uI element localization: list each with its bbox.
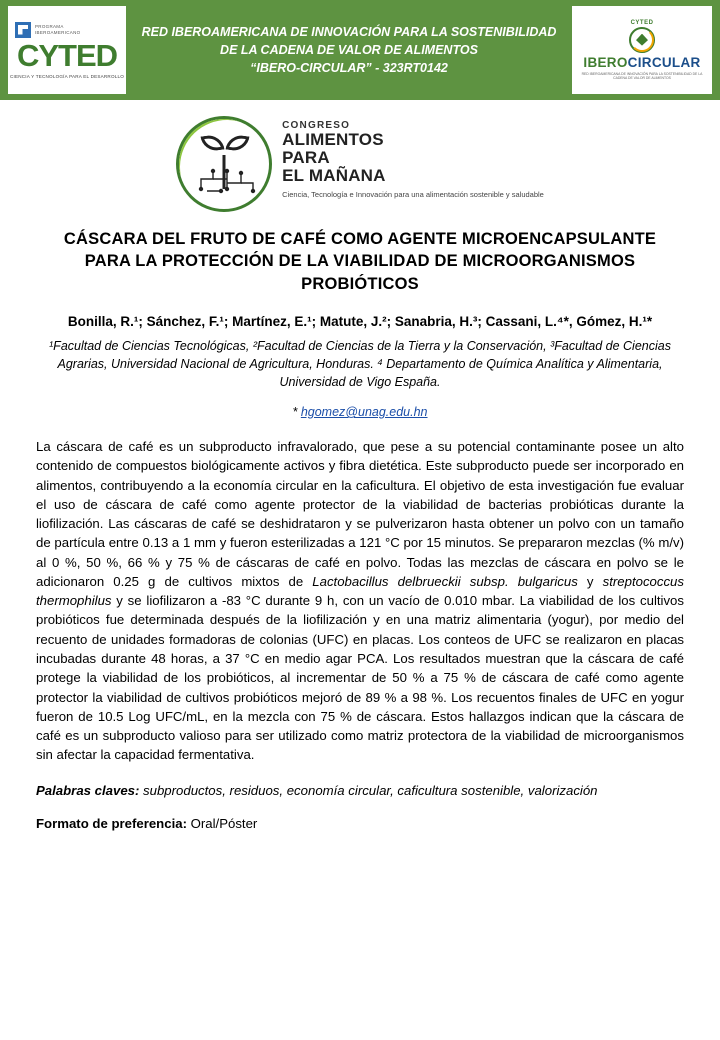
keywords: [36, 781, 684, 800]
cyted-program-line2: IBEROAMERICANO: [35, 29, 81, 35]
congress-subtitle: Ciencia, Tecnología e Innovación para una alimentación sostenible y saludable: [282, 189, 544, 199]
congress-line-2b: PARA: [282, 147, 330, 167]
iberocircular-cyted-label: CYTED: [630, 19, 654, 26]
banner-line-3: “IBERO-CIRCULAR” - 323RT0142: [250, 61, 448, 76]
affiliations: ¹Facultad de Ciencias Tecnológicas, ²Facultad de Ciencias de la Tierra y la Conservación, ³Facultad de Ciencias Agrarias, Universidad Nacional de Agricultura, Honduras. ⁴ Departamento de Química Analítica y Alimentaria, Universidad de Vigo España.: [49, 338, 671, 389]
cyted-program-line1: PROGRAMA: [35, 23, 64, 29]
congress-line-2c: EL MAÑANA: [282, 165, 386, 185]
iberocircular-wordmark: [583, 55, 700, 70]
corresponding-email: [0, 405, 720, 419]
congress-line-1: CONGRESO: [282, 120, 351, 131]
iberocircular-emblem-icon: [629, 27, 655, 53]
keywords-separator: :: [134, 782, 144, 798]
abstract-species-1: Lactobacillus delbrueckii subsp. bulgaricus: [312, 573, 578, 589]
abstract-part-1: La cáscara de café es un subproducto infravalorado, que pese a su potencial contaminante posee un alto contenido de compuestos biológicamente activos y fibra dietética. Este subproducto puede ser incorporado en alimentos, contribuyendo a la economía circular en la caficultura. El objetivo de esta investigación fue evaluar el uso de cáscara de café como agente protector de la viabilidad de bacterias probióticas durante la liofilización. Las cáscaras de café se deshidrataron y se pulverizaron hasta obtener un polvo con un tamaño de partícula entre 0.13 a 1 mm y fueron esterilizadas a 121 °C por 15 minutos. Se prepararon mezclas (% m/v) al 0 %, 50 %, 66 % y 75 % de cáscaras de café en polvo. Todas las mezclas de cáscara en polvo se le adicionaron 0.25 g de cultivos mixtos de: [36, 439, 684, 589]
cyted-logo: [8, 6, 126, 94]
abstract-part-3: y se liofilizaron a -83 °C durante 9 h, con un vacío de 0.010 mbar. La viabilidad de los cultivos probióticos fue determinada después de la liofilización y en una matriz alimentaria (yogur), por medio del recuento de unidades formadoras de colonias (UFC) en placas. Los conteos de UFC se realizaron en placas incubadas durante 48 horas, a 37 °C en medio agar PCA. Los resultados muestran que la cáscara de café protege la viabilidad de los probióticos, al incrementar de 50 % a 75 % de cáscara de café como agente protector la viabilidad de cultivos probióticos mejoró de 89 % a 98 %. Los recuentos finales de UFC en yogur fueron de 10.5 Log UFC/mL, en la mezcla con 75 % de cáscara. Estos hallazgos indican que la cáscara de café es un subproducto valioso para ser utilizado como matriz protectora de la viabilidad de microorganismos sin afectar la capacidad fermentativa.: [36, 593, 684, 763]
abstract-species-2: streptococcus thermophilus: [36, 573, 684, 609]
page-title: CÁSCARA DEL FRUTO DE CAFÉ COMO AGENTE MICROENCAPSULANTE PARA LA PROTECCIÓN DE LA VIABILIDAD DE MICROORGANISMOS PROBIÓTICOS: [63, 230, 657, 293]
cyted-wordmark: CYTED: [16, 37, 118, 73]
abstract-part-2: y: [577, 573, 603, 589]
iberocircular-logo: [572, 6, 712, 94]
iberocircular-word-ibero: IBERO: [583, 54, 628, 70]
congress-circuit-icon: [195, 165, 259, 195]
iberocircular-word-circular: CIRCULAR: [627, 54, 701, 70]
cyted-mark-icon: [15, 22, 31, 38]
email-asterisk: *: [292, 405, 301, 420]
keywords-value: subproductos, residuos, economía circular, caficultura sostenible, valorización: [143, 782, 598, 798]
banner-line-2: DE LA CADENA DE VALOR DE ALIMENTOS: [220, 42, 478, 57]
email-link[interactable]: hgomez@unag.edu.hn: [300, 405, 428, 420]
header-banner: [0, 0, 720, 100]
congress-emblem-icon: [176, 116, 272, 212]
abstract-text: [36, 437, 684, 765]
banner-line-1: RED IBEROAMERICANA DE INNOVACIÓN PARA LA SOSTENIBILIDAD: [141, 24, 557, 39]
author-list: Bonilla, R.¹; Sánchez, F.¹; Martínez, E.¹; Matute, J.²; Sanabria, H.³; Cassani, L.⁴*, Gómez, H.¹*: [67, 313, 653, 329]
cyted-logo-top: [11, 22, 123, 38]
iberocircular-fine-print: RED IBEROAMERICANA DE INNOVACIÓN PARA LA SOSTENIBILIDAD DE LA CADENA DE VALOR DE ALIMENTOS: [581, 71, 703, 80]
banner-title: [132, 6, 566, 94]
keywords-label: Palabras claves: [36, 782, 135, 798]
cyted-tagline: CIENCIA Y TECNOLOGÍA PARA EL DESARROLLO: [10, 73, 125, 79]
congress-wordmark: [282, 116, 544, 200]
format-value: Oral/Póster: [186, 815, 258, 831]
cyted-program-text: [35, 24, 80, 35]
preferred-format: [36, 816, 684, 831]
congress-line-2a: ALIMENTOS: [282, 130, 384, 149]
format-label: Formato de preferencia:: [36, 815, 187, 831]
congress-logo: [0, 116, 720, 212]
